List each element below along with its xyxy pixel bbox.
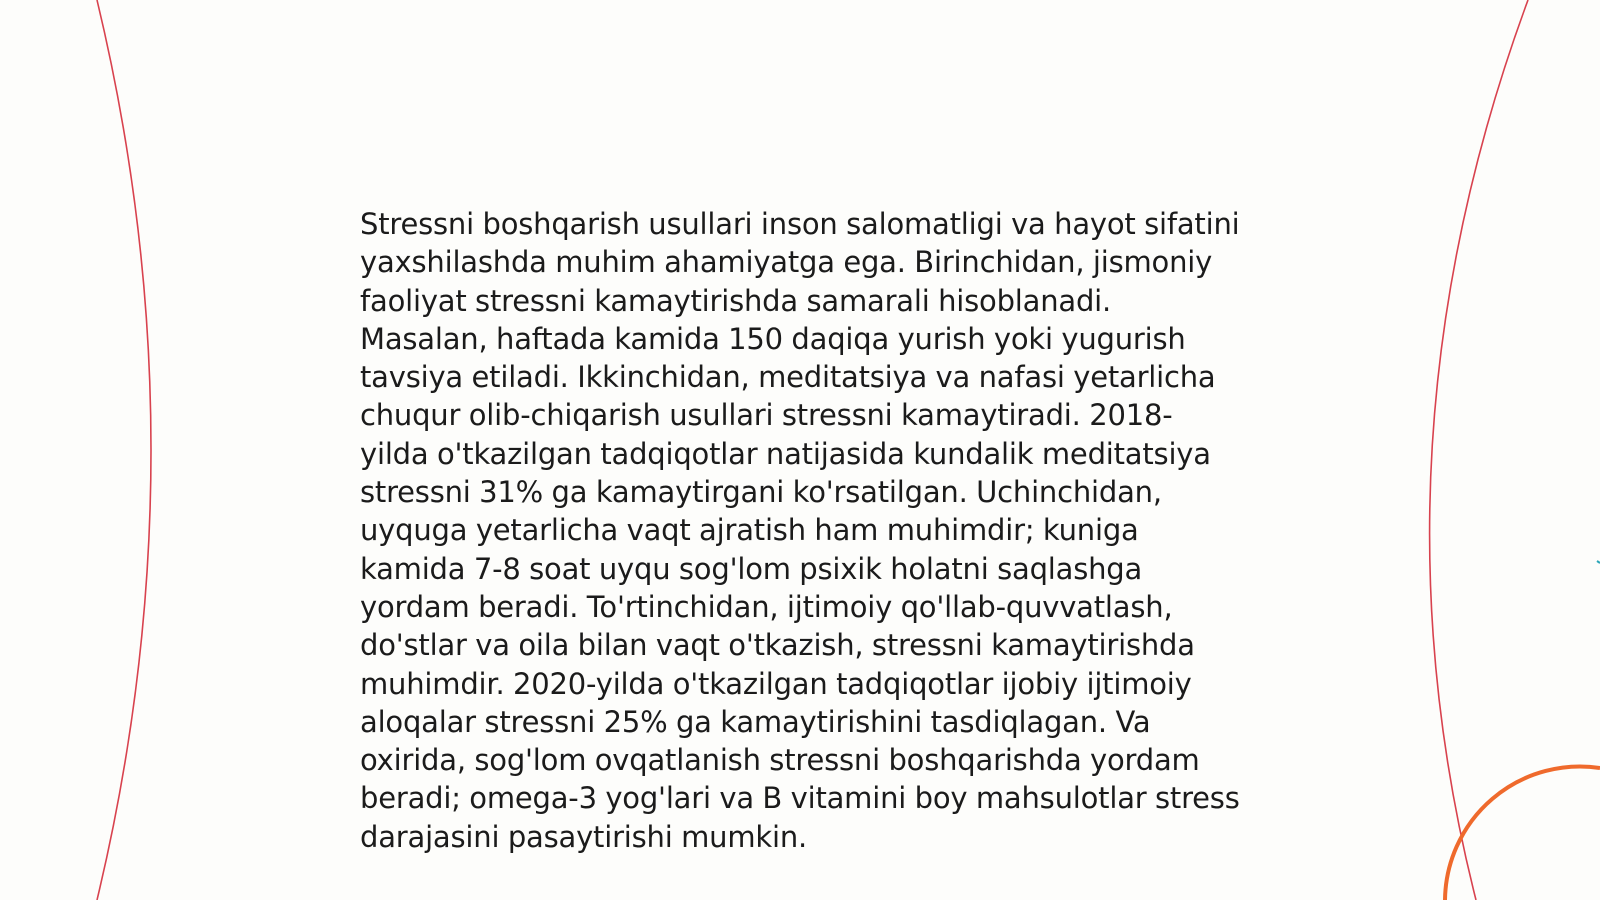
left-frame-curve	[97, 0, 151, 900]
orange-accent-arc	[1445, 767, 1600, 900]
body-paragraph: Stressni boshqarish usullari inson salomatligi va hayot sifatini yaxshilashda muhim ahamiyatga ega. Birinchidan, jismoniy faoliyat stressni kamaytirishda samarali hisoblanadi. Masalan, haftada kamida 150 daqiqa yurish yoki yugurish tavsiya etiladi. Ikkinchidan, meditatsiya va nafasi yetarlicha chuqur olib-chiqarish usullari stressni kamaytiradi. 2018-yilda o'tkazilgan tadqiqotlar natijasida kundalik meditatsiya stressni 31% ga kamaytirgani ko'rsatilgan. Uchinchidan, uyquga yetarlicha vaqt ajratish ham muhimdir; kuniga kamida 7-8 soat uyqu sog'lom psixik holatni saqlashga yordam beradi. To'rtinchidan, ijtimoiy qo'llab-quvvatlash, do'stlar va oila bilan vaqt o'tkazish, stressni kamaytirishda muhimdir. 2020-yilda o'tkazilgan tadqiqotlar ijobiy ijtimoiy aloqalar stressni 25% ga kamaytirishini tasdiqlagan. Va oxirida, sog'lom ovqatlanish stressni boshqarishda yordam beradi; omega-3 yog'lari va B vitamini boy mahsulotlar stress darajasini pasaytirishi mumkin.	[360, 207, 1240, 854]
right-frame-curve	[1430, 0, 1528, 900]
